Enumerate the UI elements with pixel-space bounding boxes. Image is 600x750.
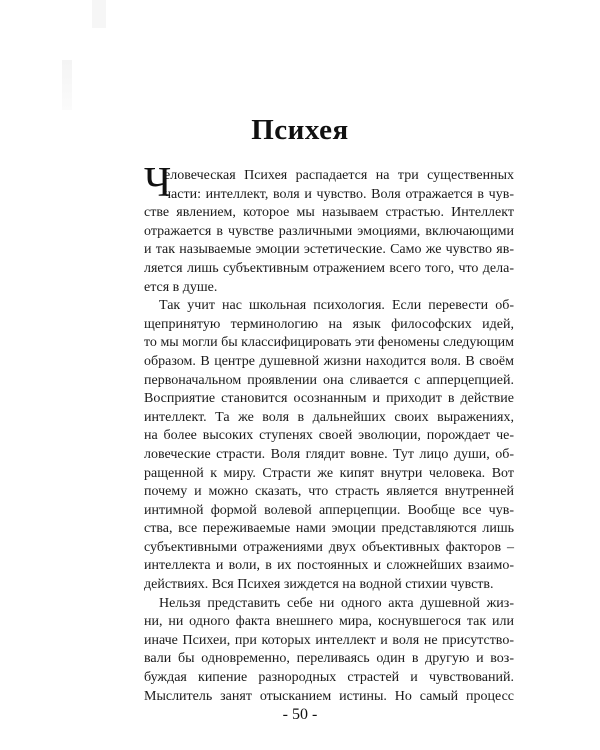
text-line: ется в душе.: [144, 279, 218, 295]
text-line: интеллекта и воли, в их постоянных и сложнейших взаимо-: [144, 558, 514, 574]
text-line: части: интеллект, воля и чувство. Воля отражается в чув-: [164, 186, 514, 202]
text-line: ляется лишь субъективным отражением всего того, что дела-: [144, 260, 514, 276]
text-line: субъективными отражениями двух объективных факторов –: [144, 539, 514, 555]
text-line: Так учит нас школьная психология. Если перевести об-: [159, 298, 514, 314]
text-line: Мыслитель занят отысканием истины. Но самый процесс: [144, 688, 514, 704]
paragraph-3: [144, 595, 514, 707]
text-line: почему и можно сказать, что страсть является внутренней: [144, 484, 514, 500]
text-line: ства, все переживаемые нами эмоции представляются лишь: [144, 521, 514, 537]
text-line: интеллект. Та же воля в дальнейших своих выражениях,: [144, 409, 514, 425]
text-line: и так называемые эмоции эстетические. Само же чувство яв-: [144, 242, 514, 258]
text-line: вали бы одновременно, переливаясь один в другую и воз-: [144, 651, 514, 667]
text-line: отражается в чувстве различными эмоциями, включающими: [144, 223, 514, 239]
text-line: интимной формой волевой апперцепции. Вообще все чув-: [144, 502, 514, 518]
text-line: стве явлением, которое мы называем страстью. Интеллект: [144, 205, 514, 221]
text-line: на более высоких ступенях своей эволюции, порождает че-: [144, 428, 514, 444]
page-title: Психея: [251, 114, 349, 146]
drop-cap: Ч: [144, 160, 172, 206]
text-line: Нельзя представить себе ни одного акта душевной жиз-: [159, 595, 514, 611]
scan-artifact: [62, 60, 72, 110]
paragraph-2: [144, 297, 514, 595]
text-line: Восприятие становится осознанным и приходит в действие: [144, 391, 514, 407]
text-line: иначе Психеи, при которых интеллект и воля не присутство-: [144, 632, 514, 648]
text-line: ращенной к миру. Страсти же кипят внутри человека. Вот: [144, 465, 514, 481]
text-line: образом. В центре душевной жизни находится воля. В своём: [144, 353, 514, 369]
text-line: щепринятую терминологию на язык философских идей,: [144, 316, 514, 332]
page-number: - 50 -: [282, 706, 318, 723]
text-line: ни, ни одного факта внешнего мира, коснувшегося так или: [144, 614, 514, 630]
text-line-content: еловеческая Психея распадается на три существенных: [164, 168, 514, 183]
text-line: первоначальном проявлении она сливается с апперцепцией.: [144, 372, 514, 388]
text-line: ловеческие страсти. Воля глядит вовне. Тут лицо души, об-: [144, 446, 514, 462]
text-line: то мы могли бы классифицировать эти феномены следующим: [144, 335, 514, 351]
scan-artifact: [92, 0, 106, 28]
paragraph-1: [144, 160, 514, 297]
text-line: буждая кипение разнородных страстей и чувствований.: [144, 670, 514, 686]
text-line: действиях. Вся Психея зиждется на водной стихии чувств.: [144, 577, 494, 593]
body-text: [144, 160, 514, 706]
